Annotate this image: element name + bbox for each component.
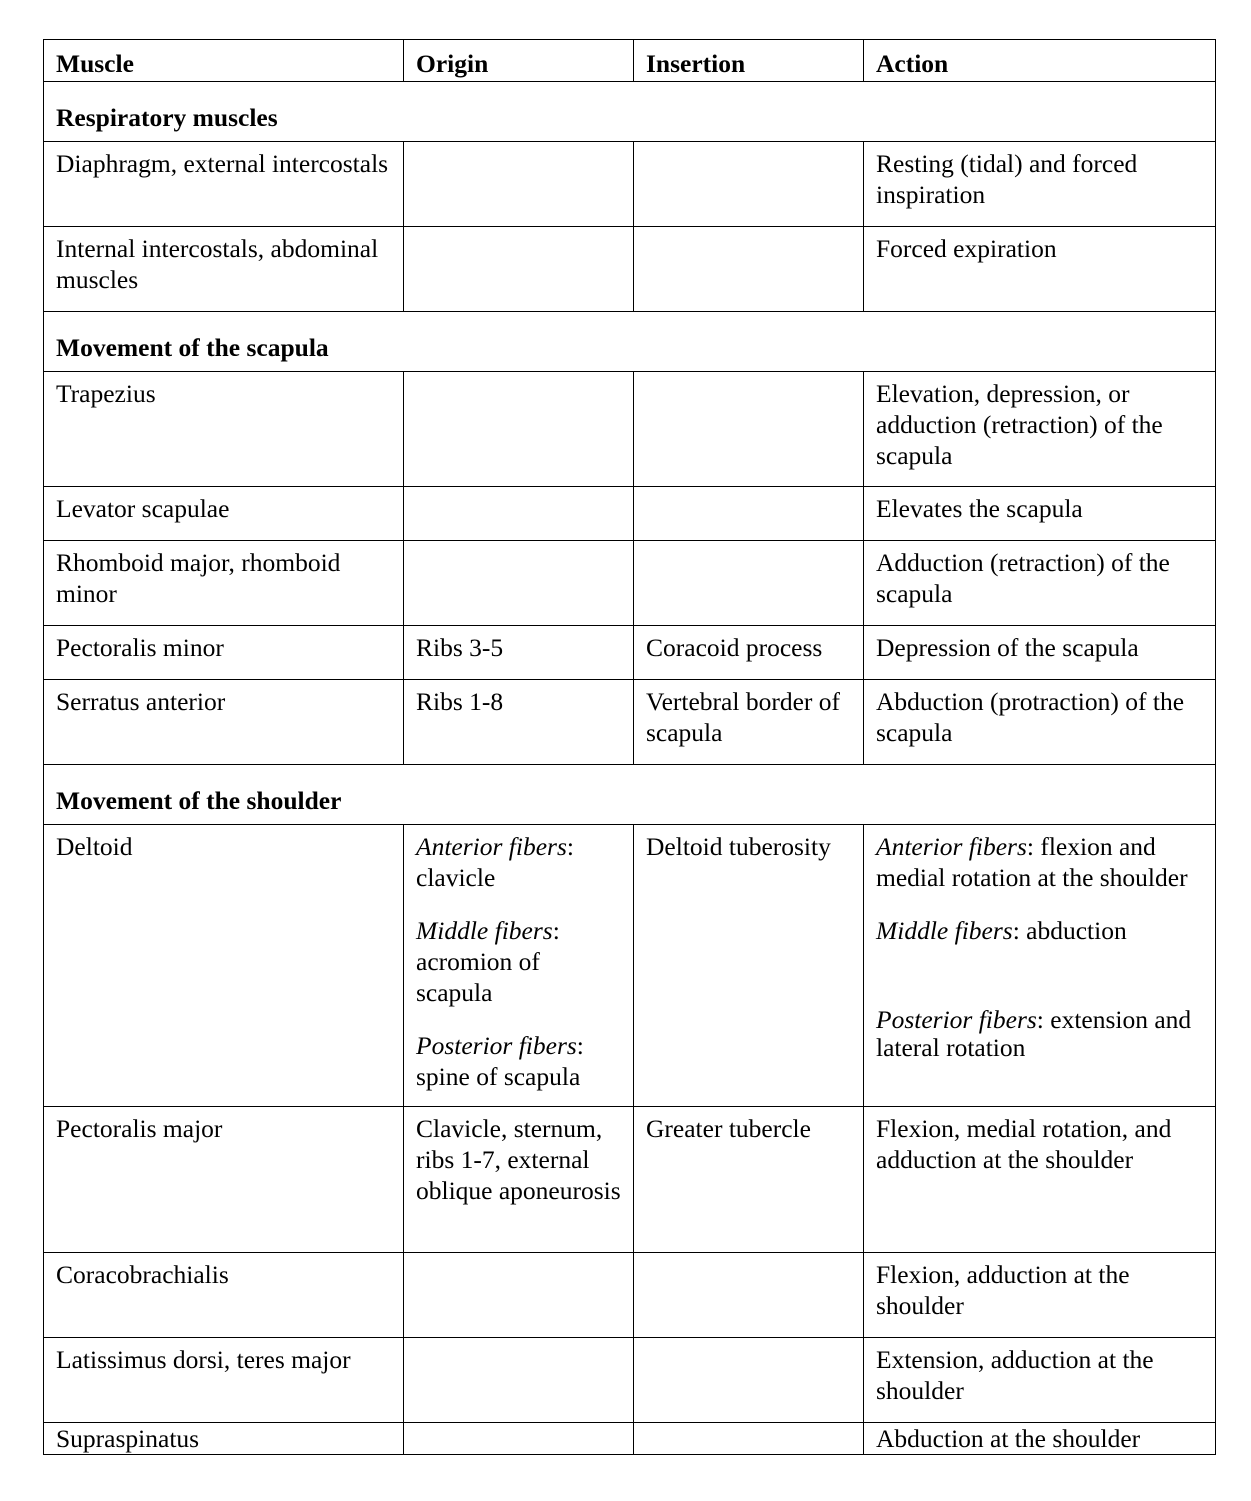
fiber-segment bbox=[876, 1006, 1203, 1062]
table-row bbox=[44, 1107, 1216, 1253]
insertion-cell bbox=[634, 227, 864, 312]
origin-cell: Ribs 1-8 bbox=[404, 680, 634, 765]
fiber-label: Middle fibers bbox=[876, 916, 1013, 945]
origin-cell bbox=[404, 1423, 634, 1455]
table-row bbox=[44, 487, 1216, 541]
action-cell: Elevation, depression, or adduction (retraction) of the scapula bbox=[864, 372, 1216, 487]
insertion-cell: Vertebral border of scapula bbox=[634, 680, 864, 765]
fiber-label: Middle fibers bbox=[416, 916, 553, 945]
header-insertion: Insertion bbox=[634, 40, 864, 82]
table-row bbox=[44, 227, 1216, 312]
action-cell bbox=[864, 825, 1216, 1107]
fiber-text: : abduction bbox=[1012, 916, 1127, 945]
action-cell: Elevates the scapula bbox=[864, 487, 1216, 541]
muscle-table bbox=[43, 39, 1216, 1455]
action-cell: Flexion, medial rotation, and adduction at the shoulder bbox=[864, 1107, 1216, 1253]
section-row bbox=[44, 312, 1216, 372]
origin-cell bbox=[404, 541, 634, 626]
muscle-cell: Levator scapulae bbox=[44, 487, 404, 541]
muscle-cell: Latissimus dorsi, teres major bbox=[44, 1338, 404, 1423]
insertion-cell: Greater tubercle bbox=[634, 1107, 864, 1253]
muscle-cell: Rhomboid major, rhomboid minor bbox=[44, 541, 404, 626]
action-cell: Extension, adduction at the shoulder bbox=[864, 1338, 1216, 1423]
muscle-cell: Diaphragm, external intercostals bbox=[44, 142, 404, 227]
section-title: Movement of the shoulder bbox=[44, 765, 1216, 825]
action-cell: Flexion, adduction at the shoulder bbox=[864, 1253, 1216, 1338]
muscle-cell: Pectoralis major bbox=[44, 1107, 404, 1253]
fiber-segment bbox=[416, 831, 621, 893]
header-muscle: Muscle bbox=[44, 40, 404, 82]
section-row bbox=[44, 765, 1216, 825]
origin-cell: Clavicle, sternum, ribs 1-7, external oblique aponeurosis bbox=[404, 1107, 634, 1253]
muscle-cell: Internal intercostals, abdominal muscles bbox=[44, 227, 404, 312]
fiber-segment bbox=[876, 831, 1203, 893]
muscle-cell: Deltoid bbox=[44, 825, 404, 1107]
table-row bbox=[44, 1423, 1216, 1455]
insertion-cell bbox=[634, 487, 864, 541]
section-row bbox=[44, 82, 1216, 142]
insertion-cell bbox=[634, 1423, 864, 1455]
origin-cell bbox=[404, 825, 634, 1107]
header-row bbox=[44, 40, 1216, 82]
fiber-label: Anterior fibers bbox=[876, 832, 1027, 861]
action-cell: Forced expiration bbox=[864, 227, 1216, 312]
table-row bbox=[44, 142, 1216, 227]
action-cell: Resting (tidal) and forced inspiration bbox=[864, 142, 1216, 227]
origin-cell bbox=[404, 1253, 634, 1338]
insertion-cell bbox=[634, 541, 864, 626]
table-row bbox=[44, 1253, 1216, 1338]
fiber-text: : flexion and medial rotation at the shoulder bbox=[876, 832, 1188, 892]
section-title: Respiratory muscles bbox=[44, 82, 1216, 142]
fiber-label: Anterior fibers bbox=[416, 832, 567, 861]
origin-cell bbox=[404, 1338, 634, 1423]
muscle-cell: Supraspinatus bbox=[44, 1423, 404, 1455]
fiber-segment bbox=[876, 915, 1203, 946]
insertion-cell bbox=[634, 372, 864, 487]
fiber-label: Posterior fibers bbox=[876, 1005, 1037, 1034]
table-row bbox=[44, 541, 1216, 626]
muscle-cell: Serratus anterior bbox=[44, 680, 404, 765]
fiber-segment bbox=[416, 1030, 621, 1092]
muscle-cell: Trapezius bbox=[44, 372, 404, 487]
action-cell: Abduction at the shoulder bbox=[864, 1423, 1216, 1455]
muscle-cell: Coracobrachialis bbox=[44, 1253, 404, 1338]
origin-cell bbox=[404, 227, 634, 312]
insertion-cell bbox=[634, 1253, 864, 1338]
table-row bbox=[44, 825, 1216, 1107]
action-cell: Adduction (retraction) of the scapula bbox=[864, 541, 1216, 626]
insertion-cell bbox=[634, 1338, 864, 1423]
fiber-text: : extension and lateral rotation bbox=[876, 1005, 1192, 1062]
table-row bbox=[44, 680, 1216, 765]
origin-cell: Ribs 3-5 bbox=[404, 626, 634, 680]
fiber-text: : acromion of scapula bbox=[416, 916, 560, 1007]
table-row bbox=[44, 372, 1216, 487]
insertion-cell bbox=[634, 142, 864, 227]
origin-cell bbox=[404, 487, 634, 541]
insertion-cell: Deltoid tuberosity bbox=[634, 825, 864, 1107]
header-origin: Origin bbox=[404, 40, 634, 82]
origin-cell bbox=[404, 142, 634, 227]
muscle-cell: Pectoralis minor bbox=[44, 626, 404, 680]
fiber-label: Posterior fibers bbox=[416, 1031, 577, 1060]
insertion-cell: Coracoid process bbox=[634, 626, 864, 680]
table-row bbox=[44, 626, 1216, 680]
action-cell: Depression of the scapula bbox=[864, 626, 1216, 680]
fiber-text: : clavicle bbox=[416, 832, 574, 892]
section-title: Movement of the scapula bbox=[44, 312, 1216, 372]
fiber-segment bbox=[416, 915, 621, 1008]
fiber-text: : spine of scapula bbox=[416, 1031, 584, 1091]
origin-cell bbox=[404, 372, 634, 487]
header-action: Action bbox=[864, 40, 1216, 82]
table-row bbox=[44, 1338, 1216, 1423]
action-cell: Abduction (protraction) of the scapula bbox=[864, 680, 1216, 765]
